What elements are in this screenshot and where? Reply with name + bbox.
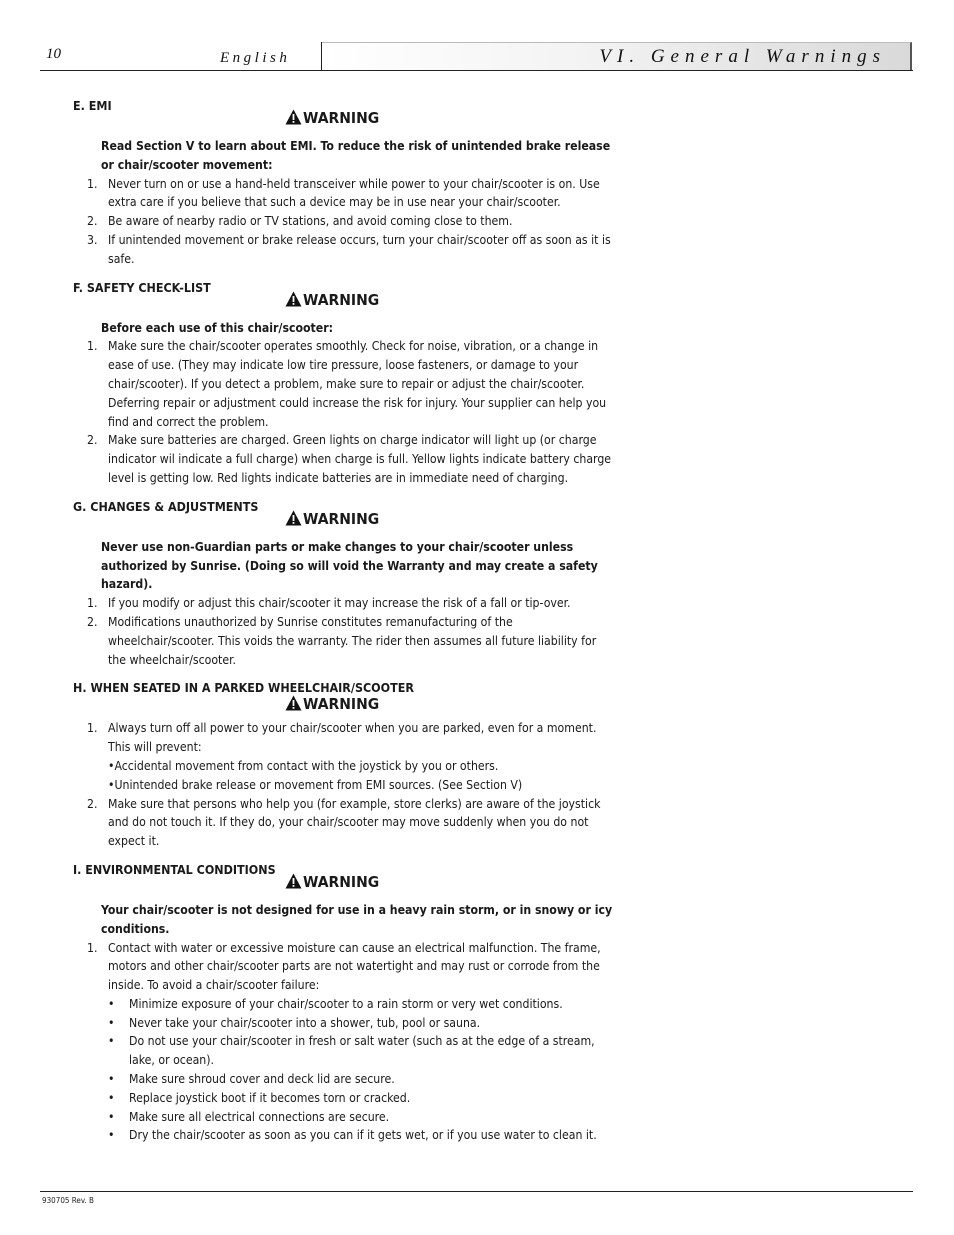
list-item xyxy=(73,337,613,431)
numbered-list xyxy=(73,594,613,669)
bullet-text: Minimize exposure of your chair/scooter to a rain storm or very wet conditions. xyxy=(129,996,563,1011)
list-item xyxy=(73,594,613,613)
warning-lead-text: Your chair/scooter is not designed for use in a heavy rain storm, or in snowy or icy conditions. xyxy=(101,902,613,936)
warning-banner xyxy=(285,107,825,129)
bullet-icon: • xyxy=(108,996,115,1011)
item-text: If unintended movement or brake release occurs, turn your chair/scooter off as soon as it is safe. xyxy=(108,232,611,266)
numbered-list xyxy=(73,939,613,1146)
bullet-text: Replace joystick boot if it becomes torn or cracked. xyxy=(129,1090,411,1105)
list-item xyxy=(73,175,613,213)
item-number: 1. xyxy=(87,339,98,354)
warning-label: WARNING xyxy=(303,109,380,127)
item-number: 1. xyxy=(87,940,98,955)
numbered-list xyxy=(73,719,613,851)
bullet-text: Make sure all electrical connections are secure. xyxy=(129,1109,390,1124)
warning-lead-text: Never use non-Guardian parts or make changes to your chair/scooter unless authorized by Sunrise. (Doing so will void the Warranty and may create a safety hazard). xyxy=(101,539,598,592)
item-number: 3. xyxy=(87,232,98,247)
section-environmental-conditions xyxy=(73,861,613,1145)
warning-triangle-icon xyxy=(285,510,302,526)
section-safety-check-list xyxy=(73,279,613,488)
list-item xyxy=(73,231,613,269)
bullet-item xyxy=(108,1089,613,1108)
warning-triangle-icon xyxy=(285,873,302,889)
footer-rule xyxy=(40,1191,913,1192)
numbered-list xyxy=(73,175,613,269)
section-heading: E. EMI xyxy=(73,98,112,113)
item-text: Modifications unauthorized by Sunrise constitutes remanufacturing of the wheelchair/scooter. This voids the warranty. The rider then assumes all future liability for the wheelchair/scooter. xyxy=(108,614,597,667)
item-number: 2. xyxy=(87,433,98,448)
item-text: Make sure that persons who help you (for example, store clerks) are aware of the joystick and do not touch it. If they do, your chair/scooter may move suddenly when you do not expect it. xyxy=(108,796,601,849)
warning-banner xyxy=(285,871,825,893)
item-number: 2. xyxy=(87,614,98,629)
bullet-list xyxy=(108,995,613,1145)
bullet-text: Never take your chair/scooter into a shower, tub, pool or sauna. xyxy=(129,1015,481,1030)
language-label: English xyxy=(220,50,291,66)
item-text: Make sure the chair/scooter operates smoothly. Check for noise, vibration, or a change in ease of use. (They may indicate low tire pressure, loose fasteners, or damage to your chair/scooter). If you detect a problem, make sure to repair or adjust the chair/scooter. Deferring repair or adjustment could increase the risk for injury. Your supplier can help you find and correct the problem. xyxy=(108,339,607,429)
item-text: Never turn on or use a hand-held transceiver while power to your chair/scooter is on. Use extra care if you believe that such a device may be in use near your chair/scooter. xyxy=(108,176,600,210)
item-text: If you modify or adjust this chair/scooter it may increase the risk of a fall or tip-over. xyxy=(108,596,571,611)
item-text: Contact with water or excessive moisture can cause an electrical malfunction. The frame, motors and other chair/scooter parts are not watertight and may rust or corrode from the inside. To avoid a chair/scooter failure: xyxy=(108,940,601,993)
item-number: 1. xyxy=(87,176,98,191)
list-item xyxy=(73,719,613,794)
item-text: Always turn off all power to your chair/scooter when you are parked, even for a moment. This will prevent: xyxy=(108,721,597,755)
list-item xyxy=(73,939,613,1146)
bullet-item xyxy=(108,1108,613,1127)
item-number: 2. xyxy=(87,796,98,811)
chapter-title-band xyxy=(322,42,912,70)
bullet-text: Dry the chair/scooter as soon as you can if it gets wet, or if you use water to clean it. xyxy=(129,1128,597,1143)
numbered-list xyxy=(73,337,613,487)
bullet-icon: • xyxy=(108,1015,115,1030)
document-code: 930705 Rev. B xyxy=(42,1196,94,1205)
item-number: 1. xyxy=(87,596,98,611)
warning-banner xyxy=(285,693,825,715)
sub-bullet: •Accidental movement from contact with the joystick by you or others. xyxy=(108,758,499,773)
warning-triangle-icon xyxy=(285,291,302,307)
page-header xyxy=(40,40,913,71)
warning-lead-text: Read Section V to learn about EMI. To reduce the risk of unintended brake release or chair/scooter movement: xyxy=(101,139,611,172)
bullet-item xyxy=(108,1032,613,1070)
bullet-icon: • xyxy=(108,1072,115,1087)
section-heading: I. ENVIRONMENTAL CONDITIONS xyxy=(73,861,276,877)
page-body xyxy=(73,97,613,1155)
item-text: Be aware of nearby radio or TV stations, and avoid coming close to them. xyxy=(108,214,513,229)
list-item xyxy=(73,795,613,851)
section-changes-adjustments xyxy=(73,498,613,670)
item-text: Make sure batteries are charged. Green lights on charge indicator will light up (or charge indicator wil indicate a full charge) when charge is full. Yellow lights indicate battery charge level is getting low. Red lights indicate batteries are in immediate need of charging. xyxy=(108,433,612,485)
warning-triangle-icon xyxy=(285,109,302,125)
warning-label: WARNING xyxy=(303,290,380,309)
warning-triangle-icon xyxy=(285,695,302,711)
bullet-item xyxy=(108,1126,613,1145)
bullet-icon: • xyxy=(108,1090,115,1105)
warning-banner xyxy=(285,508,825,530)
bullet-icon: • xyxy=(108,1109,115,1124)
warning-label: WARNING xyxy=(303,509,380,528)
page-number: 10 xyxy=(46,46,61,62)
warning-label: WARNING xyxy=(303,872,380,891)
bullet-item xyxy=(108,1014,613,1033)
bullet-text: Do not use your chair/scooter in fresh or salt water (such as at the edge of a stream, lake, or ocean). xyxy=(129,1034,595,1068)
section-parked-wheelchair xyxy=(73,679,613,851)
bullet-text: Make sure shroud cover and deck lid are secure. xyxy=(129,1072,395,1087)
list-item xyxy=(73,212,613,231)
header-rule xyxy=(40,70,913,71)
bullet-item xyxy=(108,1070,613,1089)
bullet-icon: • xyxy=(108,1128,115,1143)
warning-lead-text: Before each use of this chair/scooter: xyxy=(101,320,334,335)
section-heading: G. CHANGES & ADJUSTMENTS xyxy=(73,498,259,514)
section-emi xyxy=(73,97,613,269)
item-number: 2. xyxy=(87,214,98,229)
bullet-item xyxy=(108,995,613,1014)
warning-label: WARNING xyxy=(303,695,380,714)
section-heading: F. SAFETY CHECK-LIST xyxy=(73,279,211,295)
warning-banner xyxy=(285,289,825,311)
item-number: 1. xyxy=(87,721,98,736)
sub-bullet: •Unintended brake release or movement from EMI sources. (See Section V) xyxy=(108,777,523,792)
chapter-title: VI. General Warnings xyxy=(599,46,886,67)
list-item xyxy=(73,613,613,669)
list-item xyxy=(73,431,613,487)
bullet-icon: • xyxy=(108,1034,115,1049)
section-heading: H. WHEN SEATED IN A PARKED WHEELCHAIR/SCOOTER xyxy=(73,680,414,696)
